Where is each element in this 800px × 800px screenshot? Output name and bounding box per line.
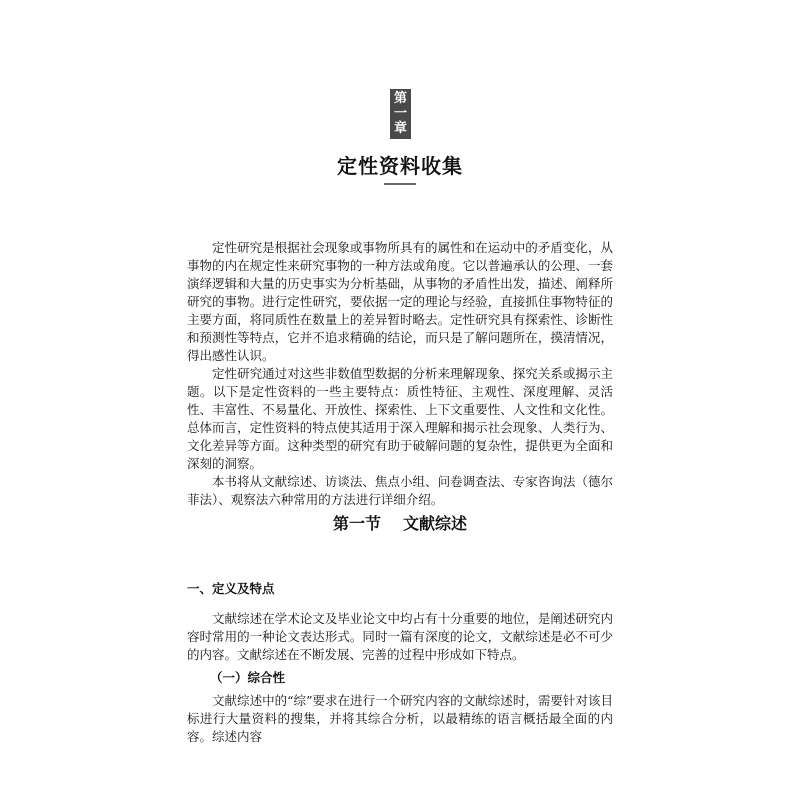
intro-paragraph: 定性研究是根据社会现象或事物所具有的属性和在运动中的矛盾变化，从事物的内在规定性来研究事物的一种方法或角度。它以普遍承认的公理、一套演绎逻辑和大量的历史事实为分析基础，从事物的矛盾性出发，描述、阐释所研究的事物。进行定性研究，要依据一定的理论与经验，直接抓住事物特征的主要方面，将同质性在数量上的差异暂时略去。定性研究具有探索性、诊断性和预测性等特点，它并不追求精确的结论，而只是了解问题所在，摸清情况，得出感性认识。 [187, 240, 613, 363]
intro-paragraph: 定性研究通过对这些非数值型数据的分析来理解现象、探究关系或揭示主题。以下是定性资料的一些主要特点：质性特征、主观性、深度理解、灵活性、丰富性、不易量化、开放性、探索性、上下文重要性、人文性和文化性。总体而言，定性资料的特点使其适用于深入理解和揭示社会现象、人类行为、文化差异等方面。这种类型的研究有助于破解问题的复杂性，提供更为全面和深刻的洞察。 [187, 366, 613, 471]
chapter-title-underline [384, 183, 416, 185]
intro-paragraph: 本书将从文献综述、访谈法、焦点小组、问卷调查法、专家咨询法（德尔菲法）、观察法六种常用的方法进行详细介绍。 [187, 474, 613, 507]
section-name: 文献综述 [403, 514, 468, 533]
chapter-title: 定性资料收集 [337, 154, 463, 178]
synthesis-paragraph: 文献综述中的“综”要求在进行一个研究内容的文献综述时，需要针对该目标进行大量资料的搜集，并将其综合分析，以最精练的语言概括最全面的内容。综述内容 [187, 693, 613, 744]
definition-text [187, 610, 613, 664]
chapter-badge-char: 第 [393, 90, 407, 106]
intro-text [187, 239, 613, 509]
synthesis-text [187, 692, 613, 746]
subsection-heading: 一、定义及特点 [187, 581, 275, 596]
chapter-badge-char: 章 [393, 121, 407, 137]
subsubsection-heading: （一）综合性 [210, 670, 286, 685]
definition-paragraph: 文献综述在学术论文及毕业论文中均占有十分重要的地位，是阐述研究内容时常用的一种论文表达形式。同时一篇有深度的论文，文献综述是必不可少的内容。文献综述在不断发展、完善的过程中形成如下特点。 [187, 611, 613, 662]
chapter-badge [390, 89, 411, 139]
chapter-badge-char: 一 [393, 105, 407, 121]
section-title [0, 511, 800, 534]
section-number: 第一节 [332, 514, 381, 533]
